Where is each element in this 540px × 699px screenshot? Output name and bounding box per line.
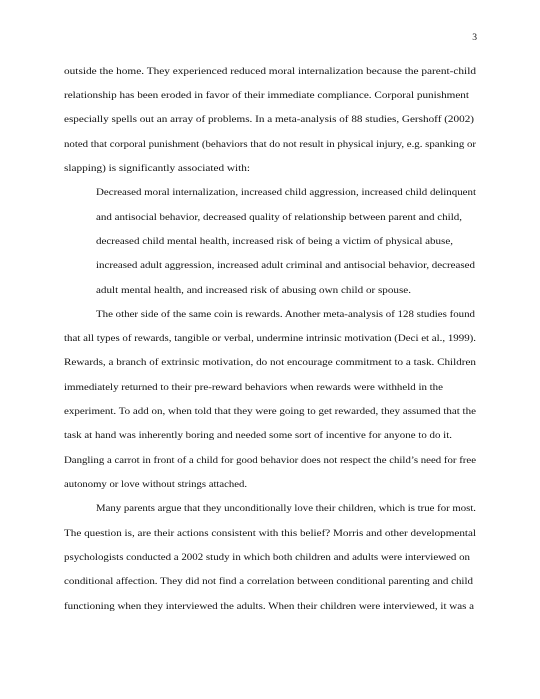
- text-line: autonomy or love without strings attached.: [64, 479, 248, 490]
- text-line: The other side of the same coin is rewards. Another meta-analysis of 128 studies found: [96, 309, 476, 320]
- text-line: Dangling a carrot in front of a child for good behavior does not respect the child’s need for free: [64, 455, 477, 466]
- text-line: psychologists conducted a 2002 study in which both children and adults were interviewed on: [64, 552, 471, 563]
- text-line: especially spells out an array of problems. In a meta-analysis of 88 studies, Gershoff (2002): [64, 114, 475, 125]
- text-line: conditional affection. They did not find a correlation between conditional parenting and child: [64, 576, 474, 587]
- text-line: and antisocial behavior, decreased quality of relationship between parent and child,: [96, 212, 463, 223]
- text-line: decreased child mental health, increased risk of being a victim of physical abuse,: [96, 236, 454, 247]
- text-line: functioning when they interviewed the adults. When their children were interviewed, it was a: [64, 601, 475, 612]
- text-line: increased adult aggression, increased adult criminal and antisocial behavior, decreased: [96, 260, 476, 271]
- page-number: 3: [472, 32, 477, 43]
- text-line: Decreased moral internalization, increased child aggression, increased child delinquent: [96, 187, 477, 198]
- text-line: experiment. To add on, when told that they were going to get rewarded, they assumed that the: [64, 406, 476, 417]
- text-line: Rewards, a branch of extrinsic motivation, do not encourage commitment to a task. Children: [64, 357, 477, 368]
- text-line: outside the home. They experienced reduced moral internalization because the parent-child: [64, 66, 476, 77]
- text-line: adult mental health, and increased risk of abusing own child or spouse.: [96, 285, 412, 296]
- text-line: slapping) is significantly associated with:: [64, 163, 251, 174]
- text-line: immediately returned to their pre-reward behaviors when rewards were withheld in the: [64, 382, 443, 393]
- text-line: relationship has been eroded in favor of their immediate compliance. Corporal punishment: [64, 90, 469, 101]
- text-line: task at hand was inherently boring and needed some sort of incentive for anyone to do it.: [64, 430, 453, 441]
- text-line: Many parents argue that they unconditionally love their children, which is true for most.: [96, 503, 477, 514]
- text-line: noted that corporal punishment (behaviors that do not result in physical injury, e.g. spanking or: [64, 139, 477, 150]
- text-line: that all types of rewards, tangible or verbal, undermine intrinsic motivation (Deci et al., 1999).: [64, 333, 477, 344]
- text-line: The question is, are their actions consistent with this belief? Morris and other developmental: [64, 528, 477, 539]
